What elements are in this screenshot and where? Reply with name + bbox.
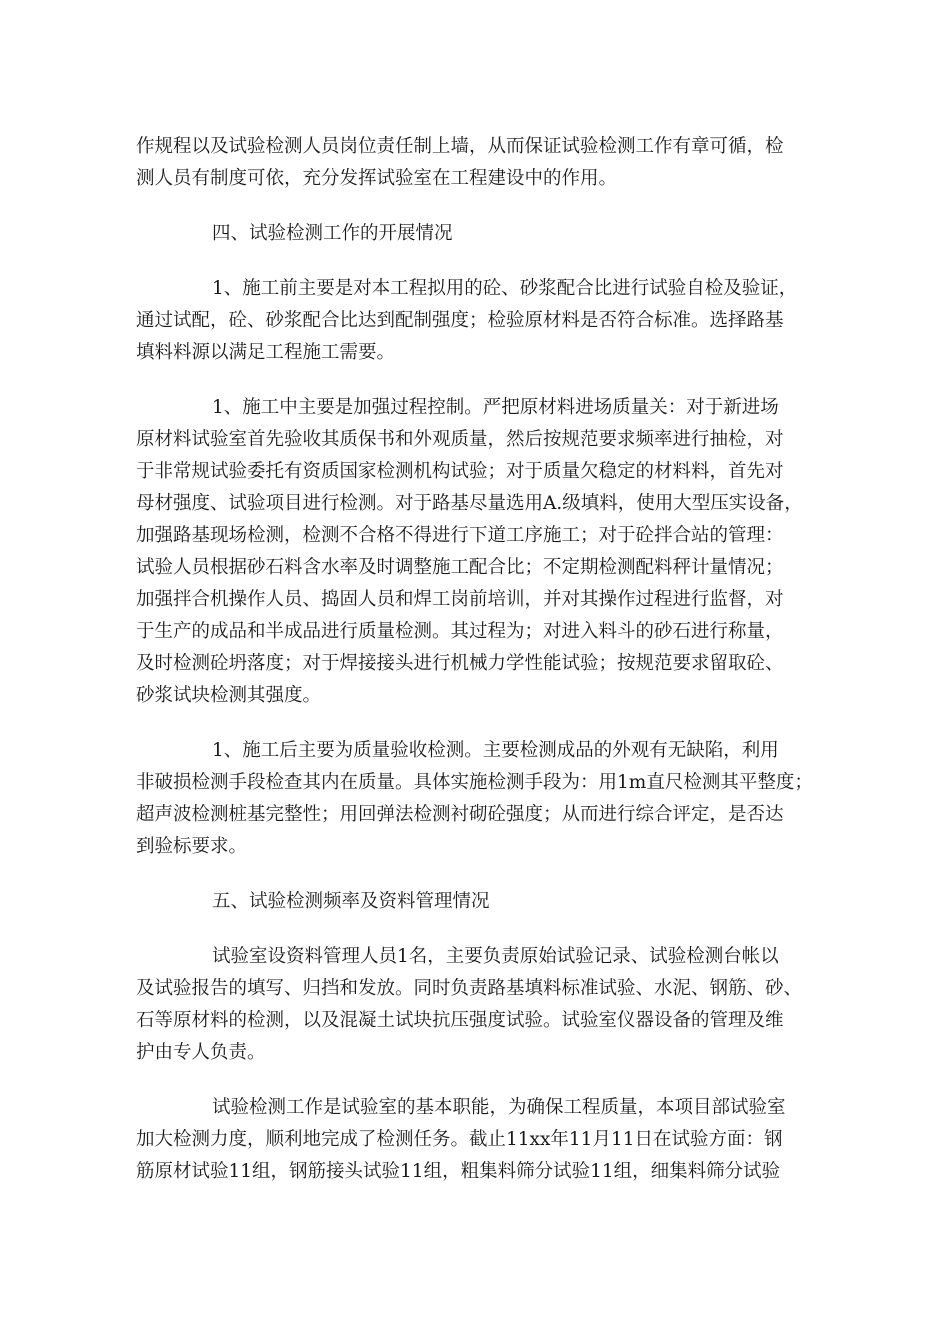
text-line: 试验室设资料管理人员1名，主要负责原始试验记录、试验检测台帐以 — [212, 946, 779, 967]
text-line: 及时检测砼坍落度；对于焊接接头进行机械力学性能试验；按规范要求留取砼、 — [136, 653, 784, 674]
paragraph-during-construction — [136, 392, 836, 712]
text-line: 石等原材料的检测，以及混凝土试块抗压强度试验。试验室仪器设备的管理及维 — [136, 1010, 784, 1031]
paragraph-continuation — [136, 131, 836, 195]
text-line: 试验人员根据砂石料含水率及时调整施工配合比；不定期检测配料秤计量情况； — [136, 557, 784, 578]
text-line: 加强路基现场检测，检测不合格不得进行下道工序施工；对于砼拌合站的管理： — [136, 525, 784, 546]
heading-text: 五、试验检测频率及资料管理情况 — [212, 891, 490, 912]
text-line: 筋原材试验11组，钢筋接头试验11组，粗集料筛分试验11组，细集料筛分试验 — [136, 1161, 781, 1182]
text-line: 试验检测工作是试验室的基本职能，为确保工程质量，本项目部试验室 — [212, 1097, 786, 1118]
paragraph-after-construction — [136, 735, 836, 863]
heading-text: 四、试验检测工作的开展情况 — [212, 223, 453, 244]
text-line: 超声波检测桩基完整性；用回弹法检测衬砌砼强度；从而进行综合评定，是否达 — [136, 804, 784, 825]
text-line: 原材料试验室首先验收其质保书和外观质量，然后按规范要求频率进行抽检，对 — [136, 429, 784, 450]
paragraph-before-construction — [136, 273, 836, 369]
text-line: 通过试配，砼、砂浆配合比达到配制强度；检验原材料是否符合标准。选择路基 — [136, 310, 784, 331]
text-line: 1、施工中主要是加强过程控制。严把原材料进场质量关：对于新进场 — [212, 397, 779, 418]
text-line: 于非常规试验委托有资质国家检测机构试验；对于质量欠稳定的材料料，首先对 — [136, 461, 784, 482]
paragraph-records-management — [136, 941, 836, 1069]
text-line: 1、施工前主要是对本工程拟用的砼、砂浆配合比进行试验自检及验证， — [212, 278, 798, 299]
text-line: 非破损检测手段检查其内在质量。具体实施检测手段为：用1m直尺检测其平整度； — [136, 772, 813, 793]
text-line: 护由专人负责。 — [136, 1042, 266, 1063]
text-line: 作规程以及试验检测人员岗位责任制上墙，从而保证试验检测工作有章可循，检 — [136, 136, 784, 157]
text-line: 加强拌合机操作人员、捣固人员和焊工岗前培训，并对其操作过程进行监督，对 — [136, 589, 784, 610]
text-line: 砂浆试块检测其强度。 — [136, 685, 322, 706]
paragraph-testing-tasks — [136, 1092, 836, 1188]
text-line: 加大检测力度，顺利地完成了检测任务。截止11xx年11月11日在试验方面：钢 — [136, 1129, 783, 1150]
text-line: 填料料源以满足工程施工需要。 — [136, 342, 396, 363]
text-line: 1、施工后主要为质量验收检测。主要检测成品的外观有无缺陷，利用 — [212, 740, 779, 761]
section-heading — [136, 218, 836, 250]
section-heading — [136, 886, 836, 918]
document-body — [136, 131, 836, 1188]
text-line: 于生产的成品和半成品进行质量检测。其过程为；对进入料斗的砂石进行称量， — [136, 621, 784, 642]
text-line: 测人员有制度可依，充分发挥试验室在工程建设中的作用。 — [136, 168, 618, 189]
text-line: 母材强度、试验项目进行检测。对于路基尽量选用A.级填料，使用大型压实设备， — [136, 493, 803, 514]
text-line: 到验标要求。 — [136, 836, 248, 857]
text-line: 及试验报告的填写、归挡和发放。同时负责路基填料标准试验、水泥、钢筋、砂、 — [136, 978, 803, 999]
